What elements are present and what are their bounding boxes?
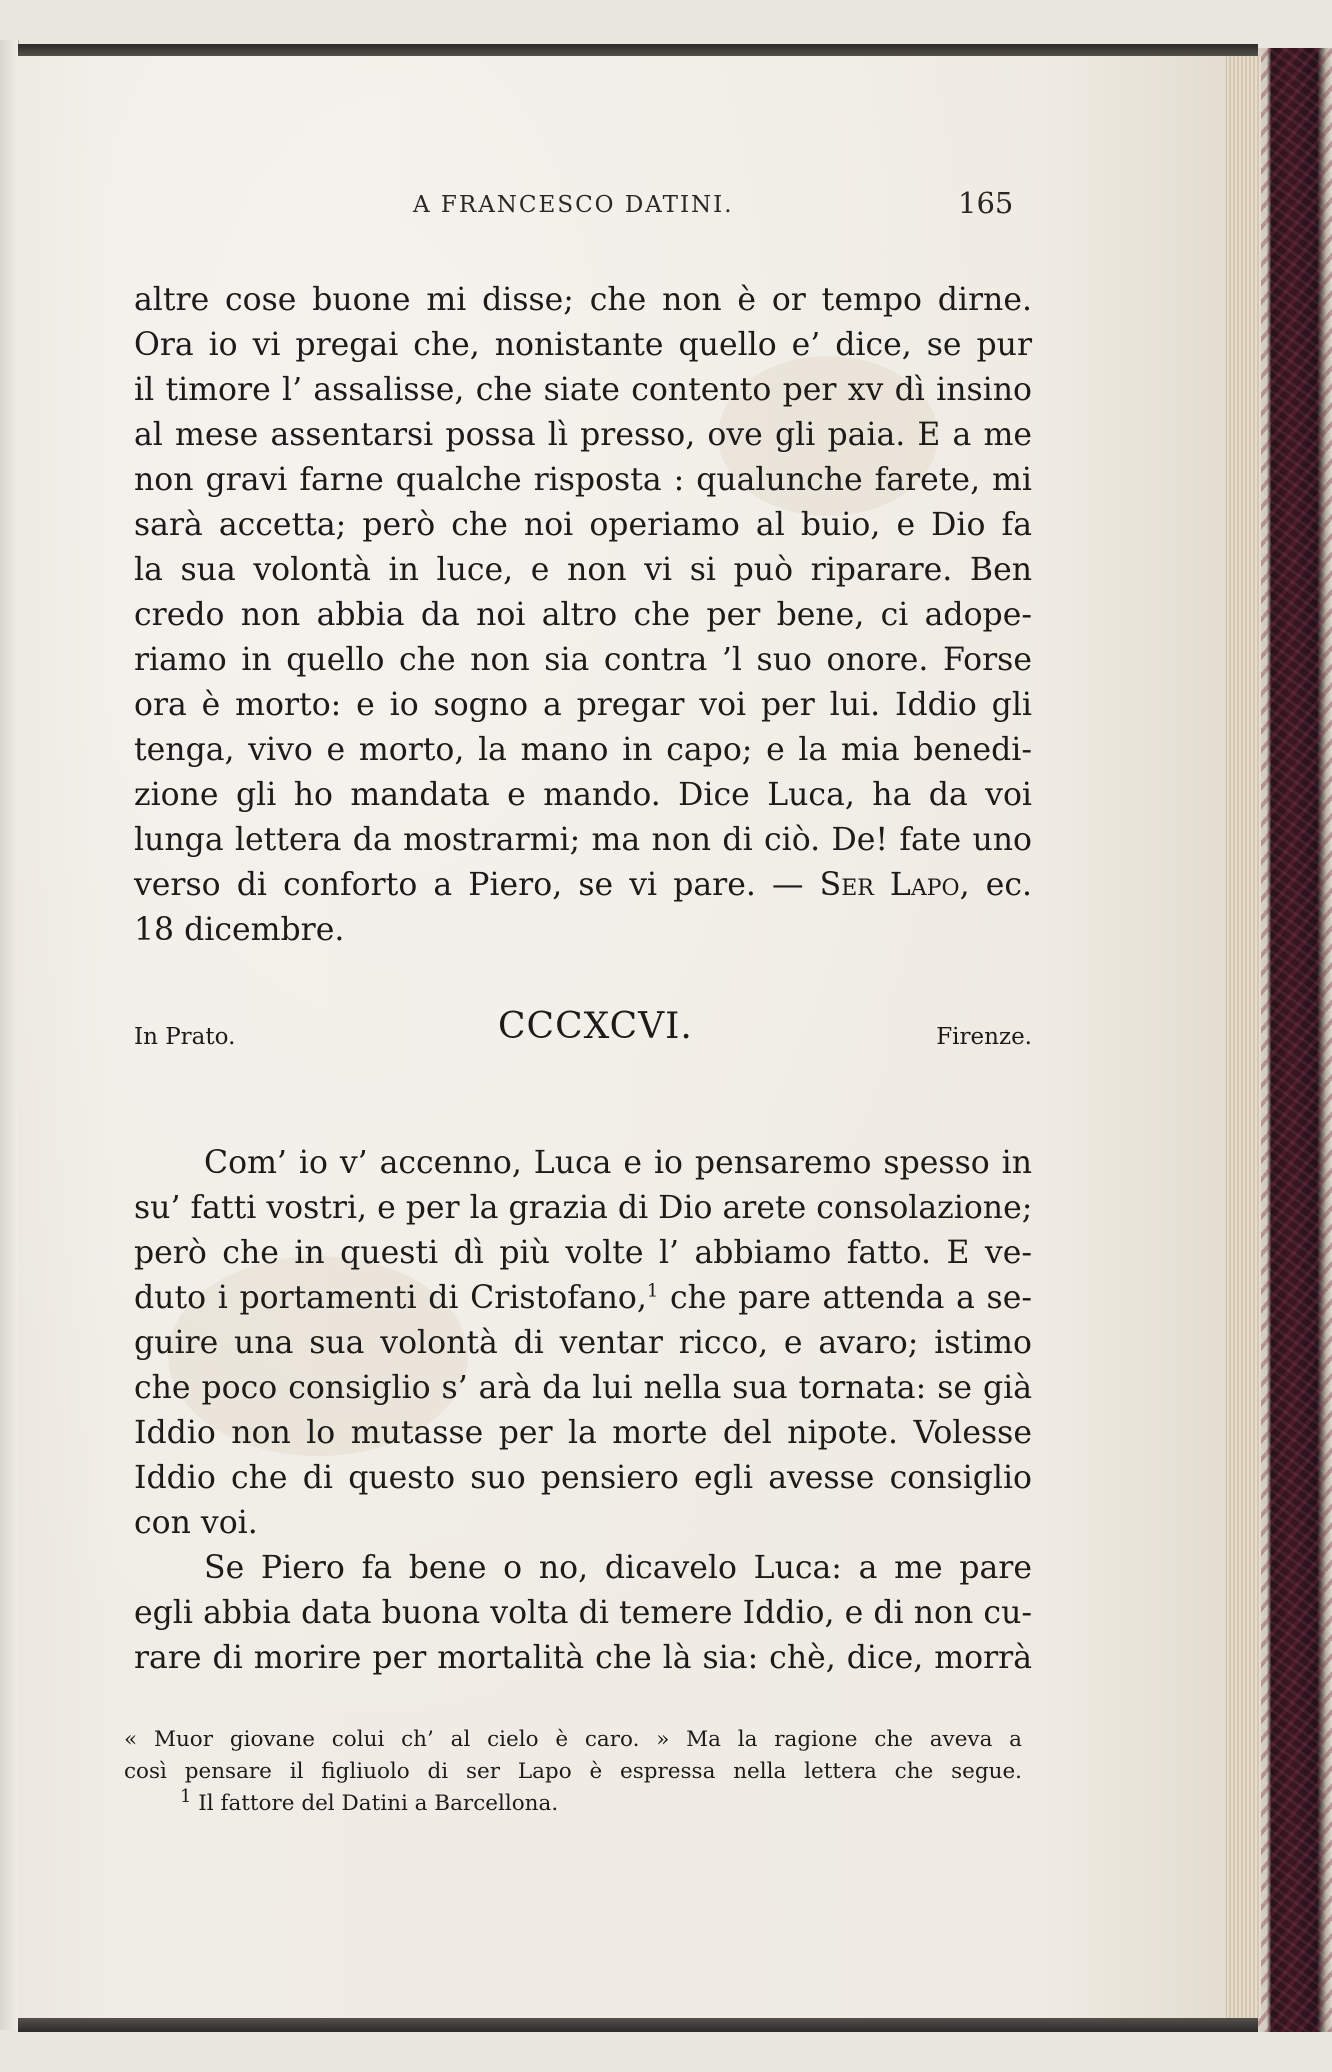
text-line: tenga, vivo e morto, la mano in capo; e la mia benedi-	[134, 732, 1032, 768]
running-head: A FRANCESCO DATINI.	[413, 192, 734, 218]
text-line: Com’ io v’ accenno, Luca e io pensaremo spesso in	[204, 1145, 1032, 1181]
text-line: sarà accetta; però che noi operiamo al buio, e Dio fa	[134, 507, 1032, 543]
signature-suffix: , ec.	[959, 867, 1032, 903]
signature-text: verso di conforto a Piero, se vi pare. —	[134, 867, 820, 903]
letter-date: 18 dicembre.	[134, 912, 345, 948]
letter-text	[134, 1141, 1032, 1681]
text-line: guire una sua volontà di ventar ricco, e avaro; istimo	[134, 1325, 1032, 1361]
text-segment: duto i portamenti di Cristofano,	[134, 1280, 647, 1316]
footnote-line: « Muor giovane colui ch’ al cielo è caro. » Ma la ragione che aveva a	[124, 1727, 1022, 1752]
signature-name: Ser Lapo	[819, 867, 960, 903]
text-line: rare di morire per mortalità che là sia: chè, dice, morrà	[134, 1640, 1032, 1676]
text-line: altre cose buone mi disse; che non è or tempo dirne.	[134, 282, 1032, 318]
text-line: su’ fatti vostri, e per la grazia di Dio arete consolazione;	[134, 1190, 1033, 1226]
marbled-cover	[1258, 48, 1332, 2032]
page-edges	[1226, 56, 1261, 2018]
book-page	[18, 56, 1226, 2018]
text-line: con voi.	[134, 1505, 258, 1541]
text-line	[134, 1276, 1032, 1321]
text-line: non gravi farne qualche risposta : qualunche farete, mi	[134, 462, 1032, 498]
text-line: credo non abbia da noi altro che per bene, ci adope-	[134, 597, 1032, 633]
text-line: però che in questi dì più volte l’ abbiamo fatto. E ve-	[134, 1235, 1032, 1271]
letter-number: CCCXCVI.	[498, 1006, 693, 1047]
text-line: Ora io vi pregai che, nonistante quello e’ dice, se pur	[134, 327, 1032, 363]
text-line: lunga lettera da mostrarmi; ma non di ciò. De! fate uno	[134, 822, 1032, 858]
text-line: riamo in quello che non sia contra ’l suo onore. Forse	[134, 642, 1032, 678]
letter-text-continued	[134, 278, 1032, 953]
text-line: zione gli ho mandata e mando. Dice Luca, ha da voi	[134, 777, 1032, 813]
text-line: Iddio che di questo suo pensiero egli avesse consiglio	[134, 1460, 1032, 1496]
page-number: 165	[958, 186, 1014, 220]
previous-page-edge	[0, 40, 19, 2030]
footnotes	[124, 1724, 1022, 1820]
text-line: la sua volontà in luce, e non vi si può riparare. Ben	[134, 552, 1032, 588]
text-line: il timore l’ assalisse, che siate contento per xv dì insino	[134, 372, 1032, 408]
binding-top-edge	[18, 44, 1258, 56]
place-from: In Prato.	[134, 1024, 236, 1050]
footnote-1	[124, 1785, 1022, 1820]
footnote-marker: 1	[646, 1280, 659, 1302]
footnote-number: 1	[180, 1785, 192, 1807]
binding-bottom-edge	[18, 2018, 1258, 2032]
footnote-line: così pensare il figliuolo di ser Lapo è espressa nella lettera che segue.	[124, 1759, 1022, 1784]
place-to: Firenze.	[936, 1024, 1032, 1050]
text-line: Iddio non lo mutasse per la morte del nipote. Volesse	[134, 1415, 1032, 1451]
signature-line	[134, 863, 1032, 908]
text-line: che poco consiglio s’ arà da lui nella sua tornata: se già	[134, 1370, 1032, 1406]
text-line: Se Piero fa bene o no, dicavelo Luca: a me pare	[204, 1550, 1032, 1586]
text-line: al mese assentarsi possa lì presso, ove gli paia. E a me	[134, 417, 1032, 453]
text-line: egli abbia data buona volta di temere Iddio, e di non cu-	[134, 1595, 1032, 1631]
footnote-text: Il fattore del Datini a Barcellona.	[191, 1791, 559, 1816]
text-line: ora è morto: e io sogno a pregar voi per lui. Iddio gli	[134, 687, 1032, 723]
text-segment: che pare attenda a se-	[658, 1280, 1032, 1316]
letter-heading	[134, 1006, 1032, 1056]
